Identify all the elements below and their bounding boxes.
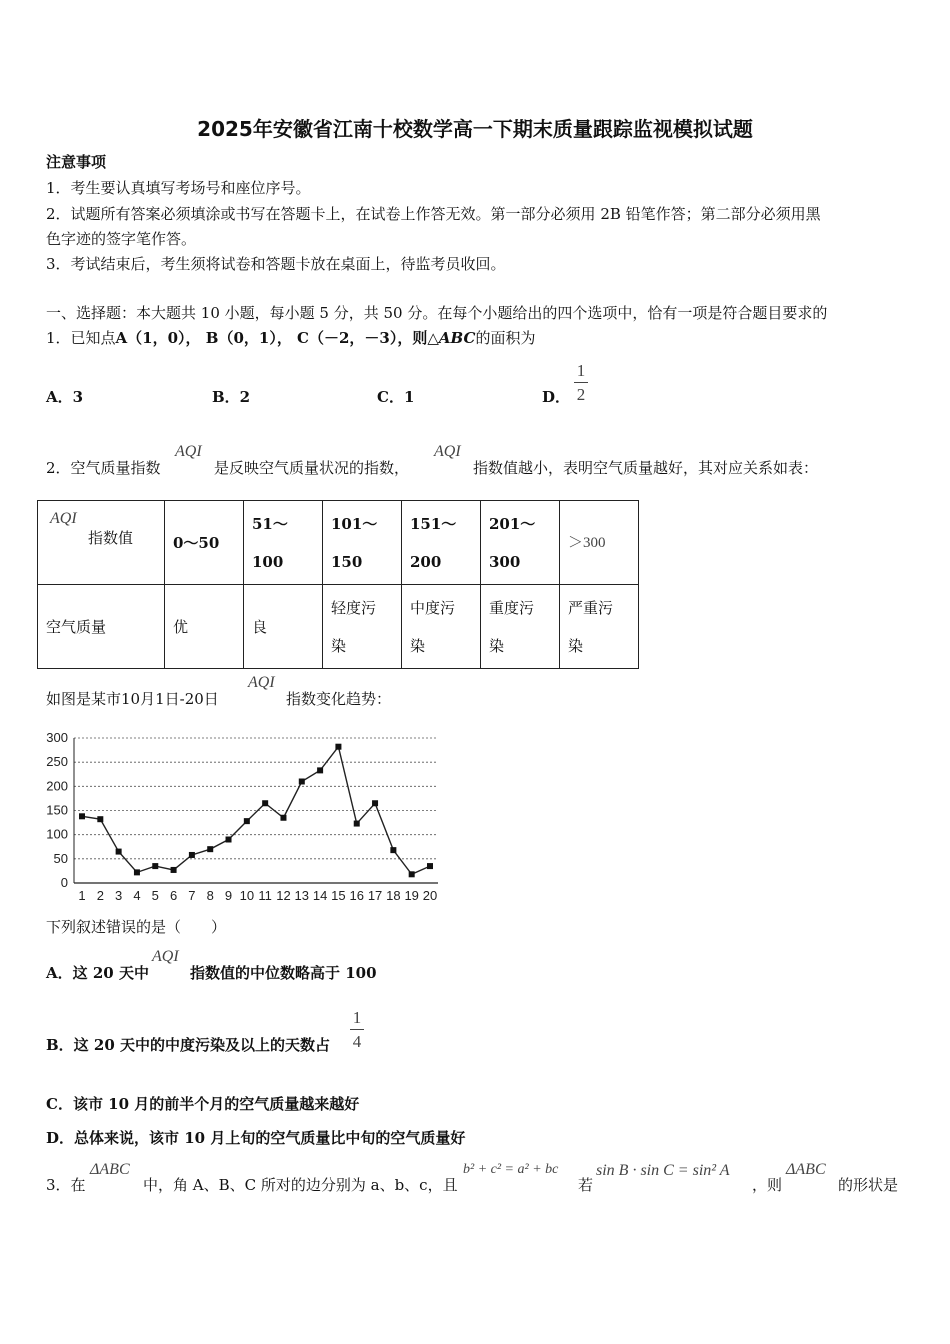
q3-tail: 的形状是 [838, 1176, 899, 1194]
notice-heading: 注意事项 [46, 153, 107, 171]
aqi-line-chart [40, 726, 450, 908]
data-point [79, 813, 85, 819]
q2-tail: 指数值越小，表明空气质量越好，其对应关系如表： [473, 459, 819, 477]
x-tick-label: 8 [206, 888, 214, 903]
table-header-index [38, 501, 165, 585]
x-tick-label: 18 [386, 888, 401, 903]
q2-option-a[interactable]: A．这 20 天中 [46, 964, 149, 982]
page-title: 2025年安徽省江南十校数学高一下期末质量跟踪监视模拟试题 [197, 117, 753, 141]
fraction-numerator: 1 [352, 1008, 362, 1027]
table-index-label: 指数值 [88, 529, 134, 547]
q2-aqi-1: AQI [175, 443, 202, 460]
table-cell: 良 [244, 585, 323, 669]
x-tick-label: 11 [258, 888, 272, 903]
q2-option-d[interactable]: D．总体来说，该市 10 月上旬的空气质量比中旬的空气质量好 [46, 1129, 466, 1147]
table-cell: 轻度污 染 [323, 585, 402, 669]
q1-option-c[interactable]: C．1 [377, 388, 415, 406]
x-tick-label: 19 [404, 888, 419, 903]
q3-mid3: ，则 [752, 1176, 783, 1194]
data-point [280, 815, 286, 821]
x-tick-label: 17 [367, 888, 383, 903]
q2-aqi-2: AQI [434, 443, 461, 460]
q3-triangle-2: ΔABC [786, 1161, 826, 1178]
data-point [390, 847, 396, 853]
table-row [38, 501, 639, 585]
y-tick-label: 150 [46, 802, 68, 818]
x-tick-label: 2 [96, 888, 104, 903]
section-heading: 一、选择题：本大题共 10 小题，每小题 5 分，共 50 分。在每个小题给出的四个选项中，恰有一项是符合题目要求的 [46, 304, 828, 322]
table-cell: 中度污 染 [402, 585, 481, 669]
x-tick-label: 6 [169, 888, 178, 903]
data-point [97, 816, 103, 822]
q3-triangle: ΔABC [90, 1161, 130, 1178]
y-tick-label: 0 [60, 875, 68, 890]
data-point [152, 863, 158, 869]
table-cell: 101～ 150 [323, 501, 402, 585]
notice-item-1: 1．考生要认真填写考场号和座位序号。 [46, 179, 311, 197]
data-point [317, 767, 323, 773]
table-aqi-label: AQI [50, 510, 77, 527]
q2-question: 下列叙述错误的是（ ） [46, 918, 227, 936]
x-tick-label: 10 [239, 888, 255, 903]
q3-equation-2: sin B · sin C = sin² A [596, 1162, 730, 1179]
data-point [427, 863, 433, 869]
x-tick-label: 13 [294, 888, 310, 903]
figure-caption-aqi: AQI [248, 674, 275, 691]
q2-option-b-fraction [350, 1009, 364, 1050]
fraction-numerator: 1 [576, 361, 586, 380]
notice-item-2: 2．试题所有答案必须填涂或书写在答题卡上，在试卷上作答无效。第一部分必须用 2B 铅笔作答；第二部分必须用黑 [46, 205, 821, 223]
notice-item-2-cont: 色字迹的签字笔作答。 [46, 230, 197, 248]
x-tick-label: 5 [151, 888, 159, 903]
q2-mid: 是反映空气质量状况的指数， [214, 459, 410, 477]
aqi-table [37, 500, 639, 669]
q2-option-b[interactable]: B．这 20 天中的中度污染及以上的天数占 [46, 1036, 330, 1054]
x-tick-label: 15 [331, 888, 346, 903]
notice-item-3: 3．考试结束后，考生须将试卷和答题卡放在桌面上，待监考员收回。 [46, 255, 506, 273]
figure-caption-prefix: 如图是某市10月1日-20日 [46, 690, 219, 708]
fraction-denominator: 4 [352, 1032, 362, 1051]
fraction-denominator: 2 [576, 385, 586, 404]
table-cell: 重度污 染 [481, 585, 560, 669]
table-cell: 151～ 200 [402, 501, 481, 585]
y-tick-label: 200 [46, 778, 68, 794]
q3-mid2: 若 [578, 1176, 594, 1194]
q1-option-b[interactable]: B．2 [212, 388, 251, 406]
q3-num: 3．在 [46, 1176, 86, 1194]
y-tick-label: 100 [46, 826, 68, 842]
data-point [134, 869, 140, 875]
table-cell: 0～50 [165, 501, 244, 585]
data-point [262, 800, 268, 806]
x-tick-label: 1 [78, 888, 86, 903]
q3-mid1: 中，角 A、B、C 所对的边分别为 a、b、c，且 [143, 1176, 458, 1194]
data-point [335, 744, 341, 750]
x-tick-label: 3 [115, 888, 123, 903]
q2-option-c[interactable]: C．该市 10 月的前半个月的空气质量越来越好 [46, 1095, 360, 1113]
data-point [244, 818, 250, 824]
table-cell: 51～100 [244, 501, 323, 585]
y-tick-label: 300 [46, 730, 68, 745]
data-point [116, 849, 122, 855]
x-tick-label: 14 [312, 888, 328, 903]
q2-num: 2．空气质量指数 [46, 459, 161, 477]
data-point [226, 837, 232, 843]
table-cell: 严重污 染 [560, 585, 639, 669]
q3-equation-1: b² + c² = a² + bc [463, 1162, 559, 1177]
x-tick-label: 20 [422, 888, 438, 903]
data-point [299, 779, 305, 785]
figure-caption-suffix: 指数变化趋势： [286, 690, 392, 708]
q2-option-a-suffix: 指数值的中位数略高于 100 [190, 964, 377, 982]
data-point [189, 852, 195, 858]
y-tick-label: 250 [46, 754, 68, 770]
data-point [372, 800, 378, 806]
table-cell: 优 [165, 585, 244, 669]
x-tick-label: 9 [224, 888, 233, 903]
x-tick-label: 12 [276, 888, 291, 903]
data-point [207, 846, 213, 852]
data-point [354, 821, 360, 827]
table-cell: 201～ 300 [481, 501, 560, 585]
y-tick-label: 50 [53, 850, 68, 866]
table-cell: ＞300 [560, 501, 639, 585]
q1-option-d[interactable]: D． [542, 388, 571, 406]
data-point [409, 871, 415, 877]
x-tick-label: 4 [133, 888, 141, 903]
data-point [171, 867, 177, 873]
x-tick-label: 7 [188, 888, 196, 903]
question-1-stem: 1．已知点A（1，0）， B（0，1）， C（－2，－3），则△ABC的面积为 [46, 329, 536, 347]
table-quality-label: 空气质量 [38, 585, 165, 669]
q2-option-a-aqi: AQI [152, 948, 179, 965]
x-tick-label: 16 [349, 888, 364, 903]
q1-option-a[interactable]: A．3 [46, 388, 84, 406]
q1-option-d-fraction [574, 362, 588, 403]
table-row [38, 585, 639, 669]
